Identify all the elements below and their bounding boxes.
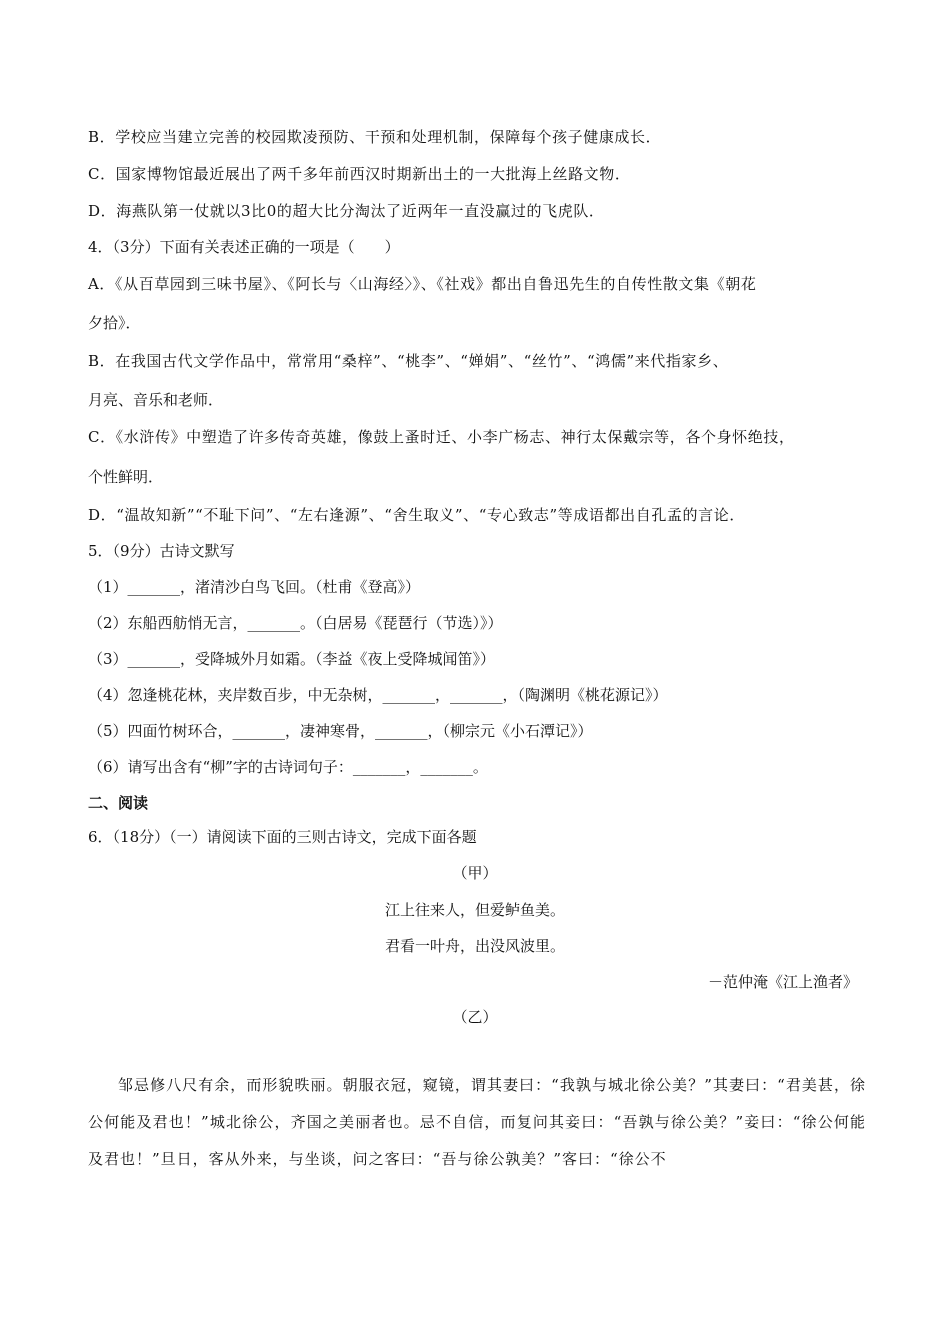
q5-item-5: （5）四面竹树环合，_______，凄神寒骨，_______，（柳宗元《小石潭记》） [88,722,593,740]
prose-passage: 邹忌修八尺有余，而形貌昳丽。朝服衣冠，窥镜，谓其妻曰：“我孰与城北徐公美？”其妻曰：“君美甚，徐公何能及君也！”城北徐公，齐国之美丽者也。忌不自信，而复问其妾曰：“吾孰与徐公美？”妾曰：“徐公何能及君也！”旦日，客从外来，与坐谈，问之客曰：“吾与徐公孰美？”客曰：“徐公不 [88,1076,866,1168]
q4-option-a-line2: 夕拾》． [88,314,141,332]
q5-item-4: （4）忽逢桃花林，夹岸数百步，中无杂树，_______，_______，（陶渊明《桃花源记》） [88,686,668,704]
q4-option-b-line2: 月亮、音乐和老师． [88,391,224,409]
q4-option-b-line1: B．在我国古代文学作品中，常常用“桑梓”、“桃李”、“婵娟”、“丝竹”、“鸿儒”来代指家乡、 [88,352,729,370]
q4-option-c-line2: 个性鲜明． [88,468,164,486]
question-5-stem: 5．（9分）古诗文默写 [88,542,235,560]
q5-item-1: （1）_______，渚清沙白鸟飞回。（杜甫《登高》） [88,578,421,596]
poem-verse-1: 江上往来人，但爱鲈鱼美。 [384,901,565,919]
option-b-line: B．学校应当建立完善的校园欺凌预防、干预和处理机制，保障每个孩子健康成长． [88,128,662,146]
prose-label-yi: （乙） [452,1008,498,1026]
q4-option-c-line1: C．《水浒传》中塑造了许多传奇英雄，像鼓上蚤时迁、小李广杨志、神行太保戴宗等，各个身怀绝技， [88,428,795,446]
option-d-line: D．海燕队第一仗就以3比0的超大比分淘汰了近两年一直没赢过的飞虎队． [88,202,605,220]
question-6-stem: 6．（18分）（一）请阅读下面的三则古诗文，完成下面各题 [88,828,477,846]
section-heading: 二、阅读 [88,794,149,812]
poem-attribution: －范仲淹《江上渔者》 [707,973,858,991]
option-c-line: C．国家博物馆最近展出了两千多年前西汉时期新出土的一大批海上丝路文物． [88,165,631,183]
q5-item-3: （3）_______，受降城外月如霜。（李益《夜上受降城闻笛》） [88,650,496,668]
poem-label-jia: （甲） [452,864,498,882]
q4-option-d-line: D．“温故知新”“不耻下问”、“左右逢源”、“舍生取义”、“专心致志”等成语都出自孔孟的言论． [88,506,745,524]
q4-option-a-line1: A．《从百草园到三味书屋》、《阿长与〈山海经〉》、《社戏》都出自鲁迅先生的自传性散文集《朝花 [88,275,757,293]
q5-item-6: （6）请写出含有“柳”字的古诗词句子：_______，_______。 [88,758,488,776]
question-4-stem: 4．（3分）下面有关表述正确的一项是（ ） [88,238,400,256]
q5-item-2: （2）东船西舫悄无言，_______。（白居易《琵琶行（节选）》） [88,614,503,632]
poem-verse-2: 君看一叶舟，出没风波里。 [384,937,565,955]
